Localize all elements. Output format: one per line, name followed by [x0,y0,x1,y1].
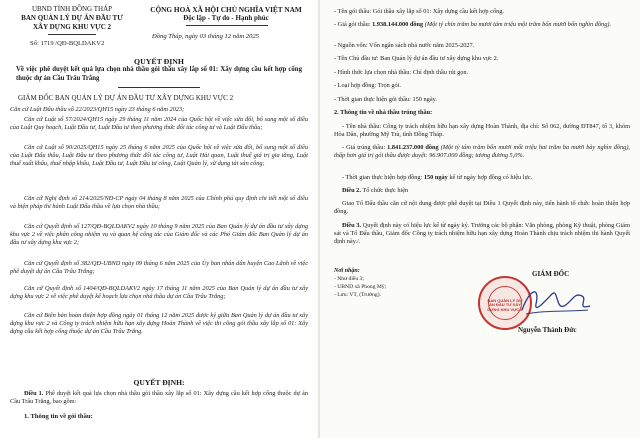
package-duration: - Thời gian thực hiện gói thầu: 150 ngày. [334,96,437,103]
recipient-1: - Như điều 3; [334,276,364,282]
recipients-title: Nơi nhận: [334,268,360,274]
decides-heading: QUYẾT ĐỊNH: [133,378,185,387]
basis-7: Căn cứ Quyết định số 1404/QĐ-BQLDAKV2 ngày 17 tháng 11 năm 2025 của Ban Quản lý dự án đầu tư xây dựng khu vực 2 về việc phê duyệt kế hoạch lựa chọn nhà thầu dự án Cầu Trâu Trắng; [10,285,308,300]
article-1-label: Điều 1. [24,390,44,397]
basis-5: Căn cứ Quyết định số 127/QĐ-BQLDAKV2 ngày 10 tháng 9 năm 2025 của Ban Quản lý dự án đầu tư xây dựng khu vực 2 về việc phân công nhiệm vụ và quan hệ công tác của Giám đốc và các Phó Giám đốc Ban Quản lý dự án đầu tư xây dựng khu vực 2; [10,223,308,246]
article-2-body: Giao Tổ Đấu thầu căn cứ nội dung được phê duyệt tại Điều 1 Quyết định này, tiến hành tổ chức hoàn thiện hợp đồng. [334,200,630,215]
signer-title: GIÁM ĐỐC [532,270,570,278]
item-1-heading: 1. Thông tin về gói thầu: [24,413,93,420]
page-right [320,0,640,438]
basis-1: Căn cứ Luật Đấu thầu số 22/2023/QH15 ngày 23 tháng 6 năm 2023; [10,106,185,113]
recipient-3: - Lưu: VT, (Trường). [334,292,381,298]
doc-number: Số: 1719 /QĐ-BQLDAKV2 [30,40,105,47]
article-1-text: Phê duyệt kết quả lựa chọn nhà thầu gói thầu xây lắp số 01: Xây dựng cầu kết hợp cống thuộc dự án Cầu Trâu Trắng, bao gồm: [10,390,308,405]
basis-2: Căn cứ Luật số 57/2024/QH15 ngày 29 tháng 11 năm 2024 của Quốc hội về việc sửa đổi, bổ sung một số điều của Luật Quy hoạch, Luật Đầu tư, Luật Đầu tư theo phương thức đối tác công tư và Luật Đấu thầu; [10,116,308,131]
winning-price-amount: 1.841.237.000 đồng [387,144,439,151]
contract-type: - Loại hợp đồng: Trọn gói. [334,82,402,89]
winner-name: - Tên nhà thầu: Công ty trách nhiệm hữu hạn xây dựng Hoàn Thành, địa chỉ: Số 062, đường ĐT847, tổ 3, khóm Hòa Dân, phường Mỹ Trà, tỉnh Đồng Tháp. [334,123,630,138]
basis-4: Căn cứ Nghị định số 214/2025/NĐ-CP ngày 04 tháng 8 năm 2025 của Chính phủ quy định chi tiết một số điều và biện pháp thi hành Luật Đấu thầu về lựa chọn nhà thầu; [10,195,308,210]
signature-icon [516,280,596,324]
nation-line-2: Độc lập - Tự do - Hạnh phúc [183,14,269,22]
article-2-heading: Điều 2. Tổ chức thực hiện [342,187,409,194]
agency-rule [48,34,96,35]
place-date: Đồng Tháp, ngày 03 tháng 12 năm 2025 [152,33,259,40]
selection-method: - Hình thức lựa chọn nhà thầu: Chỉ định thầu rút gọn. [334,69,469,76]
winning-price: - Giá trúng thầu: 1.841.237.000 đồng (Một tỷ tám trăm bốn mươi mốt triệu hai trăm ba mươi bảy nghìn đồng), thấp hơn giá trị gói thầu được duyệt: 96.907.000 đồng; tương đương 5,0%. [334,144,630,159]
decision-subject: Về việc phê duyệt kết quả lựa chọn nhà thầu gói thầu xây lắp số 01: Xây dựng cầu kết hợp cống thuộc dự án Cầu Trâu Trắng [16,66,302,82]
article-3: Điều 3. Quyết định này có hiệu lực kể từ ngày ký. Trưởng các bộ phận: Văn phòng, phòng Kỹ thuật, phòng Giám sát và Tổ Đấu thầu, Giám đốc Công ty trách nhiệm hữu hạn xây dựng Hoàn Thành chịu trách nhiệm thi hành Quyết định này./. [334,222,630,245]
signer-name: Nguyễn Thành Đức [518,326,577,334]
winner-heading: 2. Thông tin về nhà thầu trúng thầu: [334,109,433,116]
investor-name: - Tên Chủ đầu tư: Ban Quản lý dự án đầu tư xây dựng khu vực 2. [334,55,499,62]
basis-8: Căn cứ Biên bản hoàn thiện hợp đồng ngày 01 tháng 12 năm 2025 được ký giữa Ban Quản lý dự án đầu tư xây dựng khu vực 2 và Công ty trách nhiệm hữu hạn xây dựng Hoàn Thành về việc thi công gói thầu xây lắp số 01: Xây dựng cầu kết hợp cống thuộc dự án Cầu Trâu Trắng. [10,312,308,335]
funding-source: - Nguồn vốn: Vốn ngân sách nhà nước năm 2025-2027. [334,42,475,49]
decision-title: QUYẾT ĐỊNH [134,57,184,66]
contract-duration: - Thời gian thực hiện hợp đồng: 150 ngày kể từ ngày hợp đồng có hiệu lực. [342,174,533,181]
nation-rule [186,25,268,26]
authority-line: GIÁM ĐỐC BAN QUẢN LÝ DỰ ÁN ĐẦU TƯ XÂY DỰNG KHU VỰC 2 [18,94,234,102]
package-name: - Tên gói thầu: Gói thầu xây lắp số 01: Xây dựng cầu kết hợp cống. [334,8,504,15]
agency-line-2: BAN QUẢN LÝ DỰ ÁN ĐẦU TƯ [21,14,123,22]
page-left [0,0,318,438]
subject-rule [118,87,200,88]
package-price: - Giá gói thầu: 1.938.144.000 đồng (Một tỷ chín trăm ba mươi tám triệu một trăm bốn mươi bốn nghìn đồng). [334,21,612,28]
basis-3: Căn cứ Luật số 90/2025/QH15 ngày 25 tháng 6 năm 2025 của Quốc hội về việc sửa đổi, bổ sung một số điều của Luật Đấu thầu, Luật Đầu tư theo phương thức đối tác công tư, Luật Hải quan, Luật thuế giá trị gia tăng, Luật thuế xuất khẩu, thuế nhập khẩu, Luật Đầu tư, Luật Đầu tư công, Luật Quản lý, sử dụng tài sản công; [10,144,308,167]
seal-text: BAN QUẢN LÝ DỰ ÁN ĐẦU TƯ XÂY DỰNG KHU VỰC 2 [487,298,523,312]
package-price-amount: 1.938.144.000 đồng [372,21,424,28]
article-1 [10,390,308,406]
basis-6: Căn cứ Quyết định số 382/QĐ-UBND ngày 09 tháng 6 năm 2025 của Ủy ban nhân dân huyện Cao Lãnh về việc phê duyệt dự án Cầu Trâu Trắng; [10,260,308,275]
agency-line-1: UBND TỈNH ĐỒNG THÁP [31,5,113,13]
agency-line-3: XÂY DỰNG KHU VỰC 2 [32,23,112,31]
recipient-2: - UBND xã Phong Mỹ; [334,284,387,290]
nation-line-1: CỘNG HOÀ XÃ HỘI CHỦ NGHĨA VIỆT NAM [150,5,302,14]
